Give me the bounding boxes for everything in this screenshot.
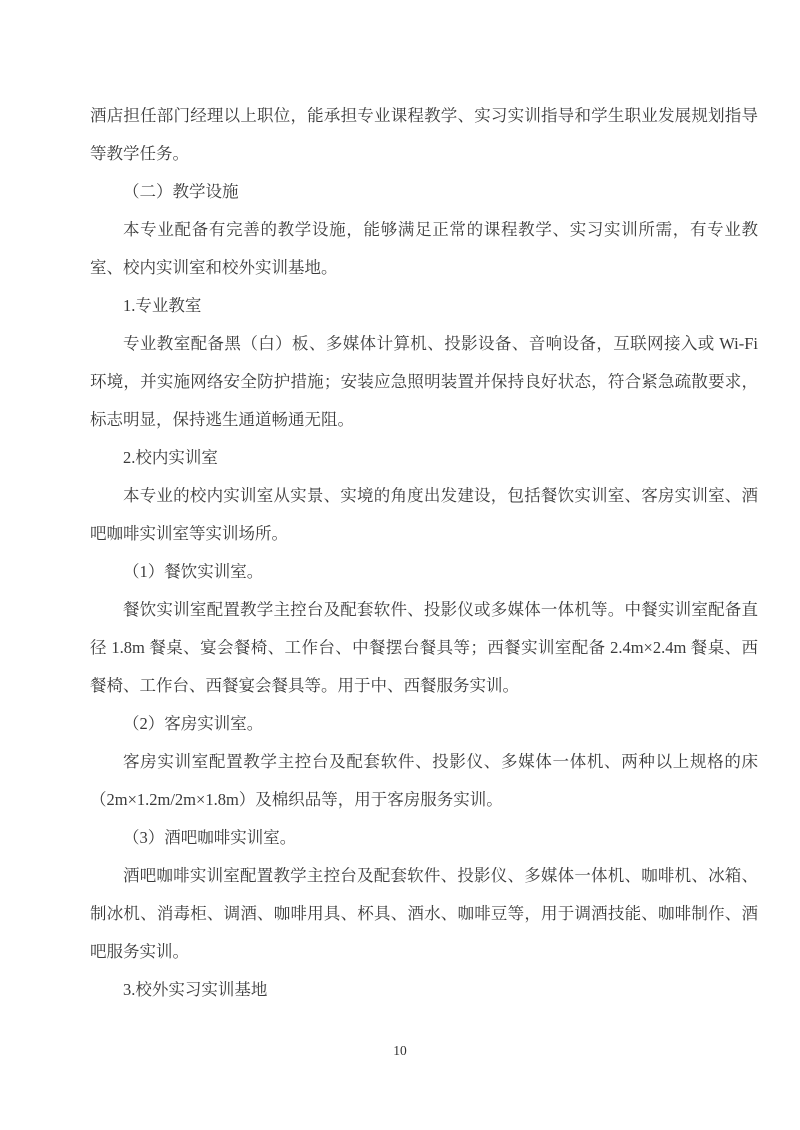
paragraph: 3.校外实习实训基地 [123, 980, 268, 999]
paragraph: （3）酒吧咖啡实训室。 [123, 828, 297, 847]
paragraph: 1.专业教室 [123, 296, 202, 315]
paragraph: 酒店担任部门经理以上职位，能承担专业课程教学、实习实训指导和学生职业发展规划指导等教学任务。 [90, 106, 758, 163]
page-number: 10 [393, 1043, 407, 1058]
paragraph: 餐饮实训室配置教学主控台及配套软件、投影仪或多媒体一体机等。中餐实训室配备直径 1.8m 餐桌、宴会餐椅、工作台、中餐摆台餐具等；西餐实训室配备 2.4m×2.4m 餐桌、西餐椅、工作台、西餐宴会餐具等。用于中、西餐服务实训。 [90, 600, 758, 695]
paragraph: 酒吧咖啡实训室配置教学主控台及配套软件、投影仪、多媒体一体机、咖啡机、冰箱、制冰机、消毒柜、调酒、咖啡用具、杯具、酒水、咖啡豆等，用于调酒技能、咖啡制作、酒吧服务实训。 [90, 866, 758, 961]
paragraph: 本专业配备有完善的教学设施，能够满足正常的课程教学、实习实训所需，有专业教室、校内实训室和校外实训基地。 [90, 220, 758, 277]
page-footer [0, 1042, 800, 1060]
document-body [90, 97, 758, 1009]
paragraph: （2）客房实训室。 [123, 714, 264, 733]
paragraph: 2.校内实训室 [123, 448, 218, 467]
paragraph: 专业教室配备黑（白）板、多媒体计算机、投影设备、音响设备，互联网接入或 Wi-Fi 环境，并实施网络安全防护措施；安装应急照明装置并保持良好状态，符合紧急疏散要求，标志明显，保持逃生通道畅通无阻。 [90, 334, 758, 429]
paragraph: （二）教学设施 [123, 182, 239, 201]
paragraph: 客房实训室配置教学主控台及配套软件、投影仪、多媒体一体机、两种以上规格的床（2m×1.2m/2m×1.8m）及棉织品等，用于客房服务实训。 [90, 752, 758, 809]
paragraph: 本专业的校内实训室从实景、实境的角度出发建设，包括餐饮实训室、客房实训室、酒吧咖啡实训室等实训场所。 [90, 486, 758, 543]
paragraph: （1）餐饮实训室。 [123, 562, 264, 581]
